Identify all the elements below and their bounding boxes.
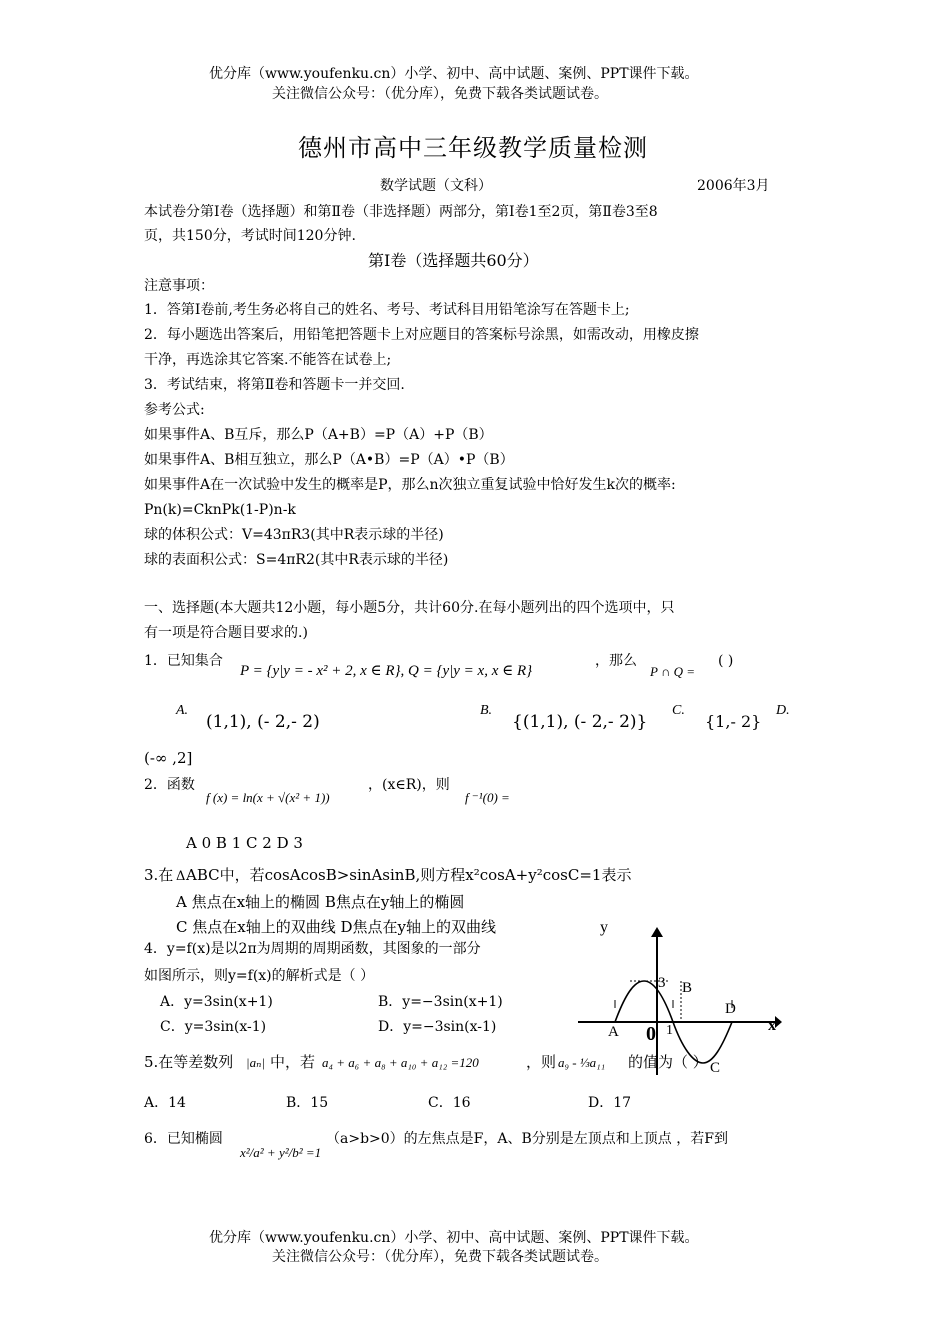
- q1-d-value: (-∞ ,2]: [144, 749, 193, 767]
- q3-triangle: Δ: [176, 869, 186, 884]
- q2-domain: ，(x∈R)，则: [368, 777, 450, 793]
- formula-5: 球的体积公式：V=43πR3(其中R表示球的半径): [144, 527, 444, 543]
- q5-stem: 5.在等差数列: [144, 1053, 234, 1071]
- point-d-label: D: [725, 1001, 736, 1017]
- q5-option-d: D．17: [588, 1095, 632, 1111]
- q2-stem: 2．函数: [144, 777, 195, 793]
- formulas-title: 参考公式:: [144, 402, 205, 418]
- q5-sum: a₄ + a₆ + a₈ + a₁₀ + a₁₂ =120: [322, 1055, 479, 1070]
- q1-c-label: C.: [672, 703, 685, 718]
- q1-d-label: D.: [776, 703, 790, 718]
- part1-title: 第Ⅰ卷（选择题共60分）: [368, 251, 539, 270]
- y-axis-label: y: [600, 919, 608, 936]
- q4-line-1: 4．y=f(x)是以2π为周期的周期函数，其图象的一部分: [144, 941, 481, 957]
- q5-ask: 的值为（ ）: [628, 1053, 708, 1071]
- q6-stem: 6．已知椭圆: [144, 1131, 223, 1147]
- x-axis-label: x: [768, 1017, 776, 1034]
- q2-options: A 0 B 1 C 2 D 3: [186, 834, 303, 852]
- q2-inverse: f ⁻¹(0) =: [465, 790, 510, 805]
- header-line-1: 优分库（www.youfenku.cn）小学、初中、高中试题、案例、PPT课件下载。: [209, 66, 699, 82]
- q1-intersect: P ∩ Q =: [650, 664, 696, 679]
- q3-condition: ABC中，若cosAcosB>sinAsinB,则方程x²cosA+y²cosC=1表示: [186, 866, 632, 884]
- section1-line-1: 一、选择题(本大题共12小题，每小题5分，共计60分.在每小题列出的四个选项中，只: [144, 600, 675, 616]
- q5-option-b: B．15: [286, 1095, 329, 1111]
- note-3: 3．考试结束，将第Ⅱ卷和答题卡一并交回.: [144, 377, 405, 393]
- q4-line-2: 如图所示，则y=f(x)的解析式是（ ）: [144, 968, 375, 984]
- note-2: 2．每小题选出答案后，用铅笔把答题卡上对应题目的答案标号涂黑，如需改动，用橡皮擦: [144, 327, 699, 343]
- formula-6: 球的表面积公式：S=4πR2(其中R表示球的半径): [144, 552, 449, 568]
- q3-stem: 3.在: [144, 866, 174, 884]
- q4-option-a: A．y=3sin(x+1): [160, 994, 273, 1010]
- section1-line-2: 有一项是符合题目要求的.): [144, 625, 308, 641]
- formula-1: 如果事件A、B互斥，那么P（A+B）=P（A）+P（B）: [144, 427, 493, 443]
- header-line-2: 关注微信公众号：（优分库），免费下载各类试题试卷。: [272, 86, 608, 102]
- label-3: 3: [658, 975, 666, 991]
- q5-option-a: A．14: [144, 1095, 186, 1111]
- q3-options-cd: C 焦点在x轴上的双曲线 D焦点在y轴上的双曲线: [176, 918, 496, 936]
- q1-c-value: {1,- 2}: [705, 712, 762, 731]
- intro-line-2: 页，共150分，考试时间120分钟.: [144, 228, 356, 244]
- q5-option-c: C．16: [428, 1095, 471, 1111]
- q1-then: ，那么: [595, 653, 637, 669]
- x-axis-arrow: [775, 1016, 782, 1028]
- intro-line-1: 本试卷分第Ⅰ卷（选择题）和第Ⅱ卷（非选择题）两部分，第Ⅰ卷1至2页，第Ⅱ卷3至8: [144, 204, 658, 220]
- formula-3: 如果事件A在一次试验中发生的概率是P，那么n次独立重复试验中恰好发生k次的概率:: [144, 477, 676, 493]
- subtitle: 数学试题（文科）: [380, 178, 492, 194]
- note-1: 1．答第Ⅰ卷前,考生务必将自己的姓名、考号、考试科目用铅笔涂写在答题卡上;: [144, 302, 630, 318]
- q5-mid: 中，若: [270, 1053, 316, 1071]
- q4-option-c: C．y=3sin(x-1): [160, 1019, 267, 1035]
- point-b-label: B: [682, 980, 693, 996]
- q1-a-label: A.: [176, 703, 189, 718]
- point-a-label: A: [608, 1024, 619, 1040]
- q6-equation: x²/a² + y²/b² =1: [240, 1145, 322, 1160]
- q5-then: ，则: [526, 1053, 557, 1071]
- footer-line-2: 关注微信公众号：（优分库），免费下载各类试题试卷。: [272, 1249, 608, 1265]
- q5-expr: a₉ - ⅓a₁₁: [558, 1055, 606, 1070]
- q4-option-b: B．y=−3sin(x+1): [378, 994, 503, 1010]
- q4-option-d: D．y=−3sin(x-1): [378, 1019, 497, 1035]
- formula-2: 如果事件A、B相互独立，那么P（A•B）=P（A）•P（B）: [144, 452, 514, 468]
- footer-line-1: 优分库（www.youfenku.cn）小学、初中、高中试题、案例、PPT课件下载。: [209, 1230, 699, 1246]
- q2-function: f (x) = ln(x + √(x² + 1)): [206, 790, 330, 805]
- q1-b-label: B.: [480, 703, 493, 718]
- q1-set-expr: P = {y|y = - x² + 2, x ∈ R}, Q = {y|y = x, x ∈ R}: [240, 663, 533, 679]
- point-c-label: C: [710, 1060, 721, 1076]
- q1-a-value: (1,1), (- 2,- 2): [206, 712, 320, 732]
- q5-sequence: |aₙ|: [246, 1055, 265, 1070]
- note-2-cont: 干净，再选涂其它答案.不能答在试卷上;: [144, 352, 392, 368]
- page-title: 德州市高中三年级教学质量检测: [298, 134, 648, 162]
- y-axis-arrow: [651, 927, 663, 937]
- label-1: 1: [666, 1023, 673, 1038]
- q3-options-ab: A 焦点在x轴上的椭圆 B焦点在y轴上的椭圆: [176, 893, 465, 911]
- q1-stem: 1．已知集合: [144, 653, 223, 669]
- q6-rest: （a>b>0）的左焦点是F，A、B分别是左顶点和上顶点 ，若F到: [326, 1131, 728, 1147]
- exam-date: 2006年3月: [697, 178, 770, 194]
- q1-b-value: {(1,1), (- 2,- 2)}: [512, 712, 648, 732]
- origin-label: 0: [646, 1023, 656, 1045]
- formula-4: Pn(k)=CknPk(1-P)n-k: [144, 502, 296, 518]
- notes-title: 注意事项：: [144, 278, 214, 294]
- q1-paren: ( ): [718, 653, 734, 669]
